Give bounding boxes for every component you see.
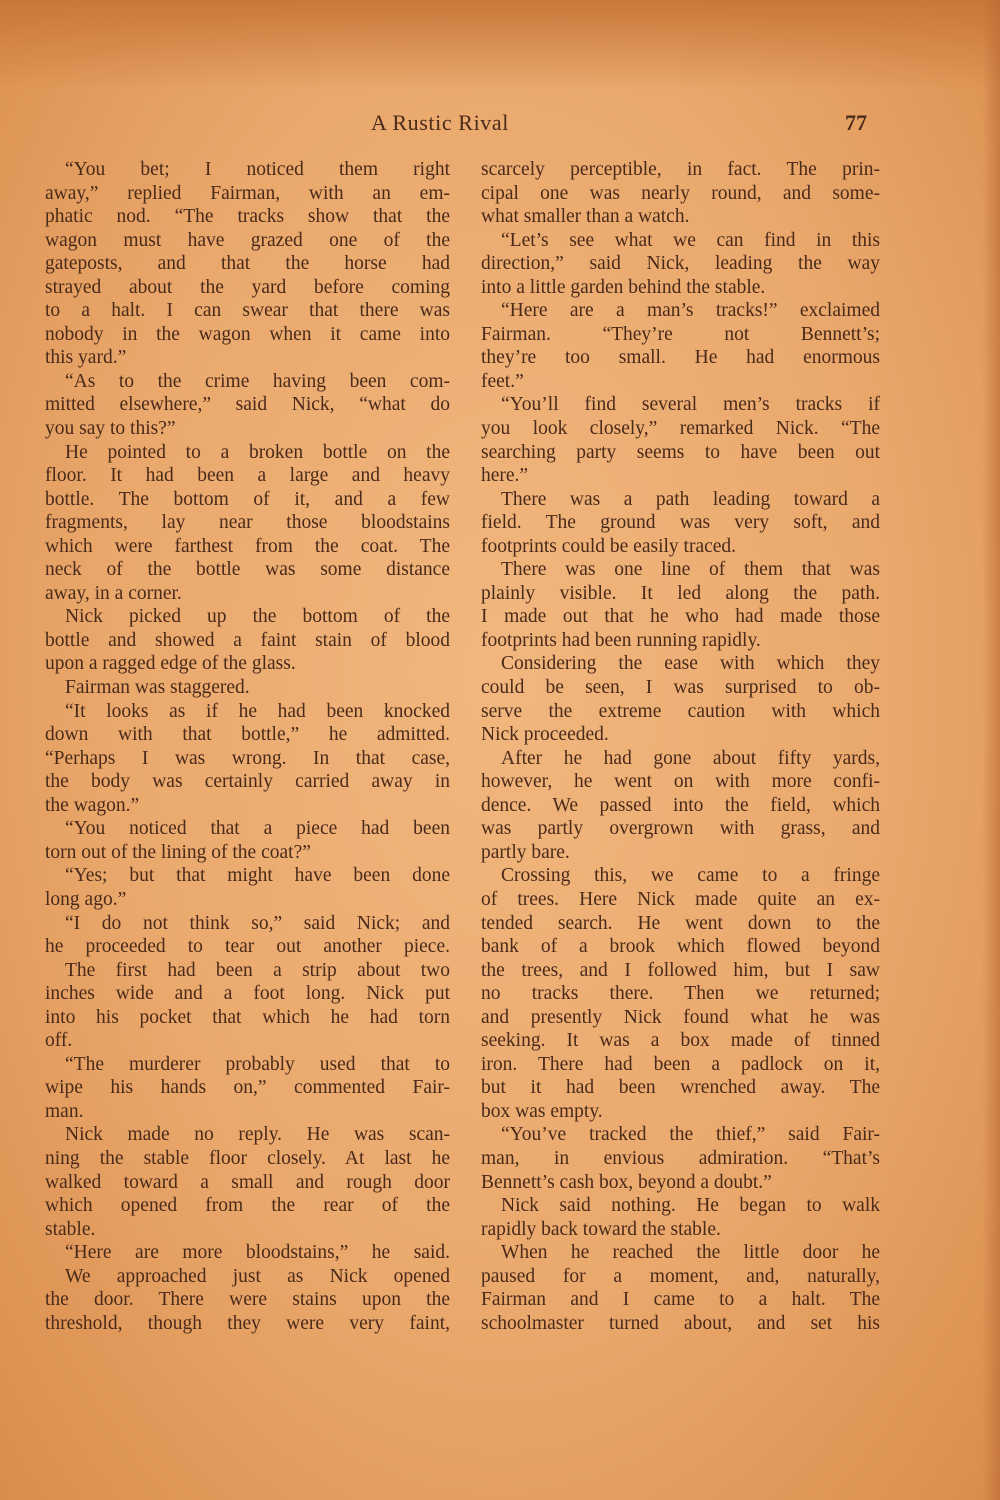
text-line: here.” [481, 465, 529, 487]
text-line: partly bare. [481, 841, 570, 863]
text-line: threshold, though they were very faint, [45, 1312, 450, 1334]
text-line: you say to this?” [45, 418, 176, 440]
page-top-shading [0, 0, 1000, 90]
text-line: into a little garden behind the stable. [481, 276, 766, 298]
text-line: walked toward a small and rough door [45, 1171, 450, 1193]
text-line: “You noticed that a piece had been [65, 818, 450, 840]
right-text-column [481, 158, 880, 1335]
text-line: Fairman was staggered. [65, 677, 250, 699]
text-line: iron. There had been a padlock on it, [481, 1053, 880, 1075]
text-line: searching party seems to have been out [481, 441, 880, 463]
text-line: long ago.” [45, 888, 127, 910]
text-line: was partly overgrown with grass, and [481, 818, 880, 840]
text-line: dence. We passed into the field, which [481, 794, 880, 816]
text-line: scarcely perceptible, in fact. The prin- [481, 159, 880, 180]
text-line: he proceeded to tear out another piece. [45, 936, 450, 958]
text-line: There was a path leading toward a [501, 488, 880, 510]
text-line: off. [45, 1030, 73, 1052]
text-line: “You bet; I noticed them right [65, 159, 450, 180]
page-number: 77 [845, 110, 867, 135]
text-line: the body was certainly carried away in [45, 771, 450, 793]
text-line: nobody in the wagon when it came into [45, 323, 450, 345]
text-line: strayed about the yard before coming [45, 276, 450, 298]
text-line: stable. [45, 1218, 96, 1240]
text-line: ning the stable floor closely. At last he [45, 1147, 450, 1169]
text-line: field. The ground was very soft, and [481, 512, 880, 534]
text-line: down with that bottle,” he admitted. [45, 724, 450, 746]
text-line: feet.” [481, 370, 524, 392]
text-line: schoolmaster turned about, and set his [481, 1312, 880, 1334]
text-line: floor. It had been a large and heavy [45, 465, 450, 487]
text-line: seeking. It was a box made of tinned [481, 1030, 880, 1052]
text-line: “Yes; but that might have been done [65, 865, 450, 887]
page-header [0, 110, 1000, 142]
text-line: We approached just as Nick opened [65, 1265, 450, 1287]
text-line: but it had been wrenched away. The [481, 1077, 880, 1099]
text-line: they’re too small. He had enormous [481, 347, 880, 369]
text-line: Nick proceeded. [481, 724, 609, 746]
text-line: fragments, lay near those bloodstains [45, 512, 450, 534]
text-line: man, in envious admiration. “That’s [481, 1147, 880, 1169]
text-line: box was empty. [481, 1100, 603, 1122]
text-line: could be seen, I was surprised to ob- [481, 677, 880, 699]
text-line: “Perhaps I was wrong. In that case, [45, 747, 450, 769]
text-line: “As to the crime having been com- [65, 370, 450, 392]
text-line: tended search. He went down to the [481, 912, 880, 934]
text-line: what smaller than a watch. [481, 206, 690, 228]
text-line: He pointed to a broken bottle on the [65, 441, 450, 463]
text-line: however, he went on with more confi- [481, 771, 880, 793]
text-line: “You’ve tracked the thief,” said Fair- [501, 1124, 880, 1146]
text-line: “The murderer probably used that to [65, 1053, 450, 1075]
text-line: When he reached the little door he [501, 1242, 880, 1264]
text-line: Bennett’s cash box, beyond a doubt.” [481, 1171, 772, 1193]
text-line: Crossing this, we came to a fringe [501, 865, 880, 887]
text-line: After he had gone about fifty yards, [501, 747, 880, 769]
text-line: “You’ll find several men’s tracks if [501, 394, 880, 416]
text-line: rapidly back toward the stable. [481, 1218, 721, 1240]
text-line: gateposts, and that the horse had [45, 253, 450, 275]
page-right-edge [982, 0, 1000, 1500]
text-line: “It looks as if he had been knocked [65, 700, 450, 722]
text-line: of trees. Here Nick made quite an ex- [481, 888, 880, 910]
text-line: cipal one was nearly round, and some- [481, 182, 880, 204]
text-line: to a halt. I can swear that there was [45, 300, 450, 322]
left-text-column [45, 158, 450, 1335]
text-line: the wagon.” [45, 794, 140, 816]
text-line: wipe his hands on,” commented Fair- [45, 1077, 450, 1099]
text-line: The first had been a strip about two [65, 959, 450, 981]
text-line: Nick made no reply. He was scan- [65, 1124, 450, 1146]
text-line: upon a ragged edge of the glass. [45, 653, 296, 675]
text-line: you look closely,” remarked Nick. “The [481, 418, 880, 440]
text-line: inches wide and a foot long. Nick put [45, 983, 450, 1005]
text-line: direction,” said Nick, leading the way [481, 253, 880, 275]
text-line: “Here are more bloodstains,” he said. [65, 1242, 450, 1264]
text-line: plainly visible. It led along the path. [481, 582, 880, 604]
text-line: footprints could be easily traced. [481, 535, 737, 557]
text-line: phatic nod. “The tracks show that the [45, 206, 450, 228]
text-line: I made out that he who had made those [481, 606, 880, 628]
text-line: “Let’s see what we can find in this [501, 229, 880, 251]
text-line: paused for a moment, and, naturally, [481, 1265, 880, 1287]
text-line: away,” replied Fairman, with an em- [45, 182, 450, 204]
text-line: bank of a brook which flowed beyond [481, 936, 880, 958]
text-line: footprints had been running rapidly. [481, 629, 761, 651]
text-line: which opened from the rear of the [45, 1195, 450, 1217]
text-line: Fairman. “They’re not Bennett’s; [481, 323, 880, 345]
running-title: A Rustic Rival [371, 110, 509, 135]
text-line: “Here are a man’s tracks!” exclaimed [501, 300, 880, 322]
text-line: Considering the ease with which they [501, 653, 880, 675]
text-line: Nick picked up the bottom of the [65, 606, 450, 628]
text-line: neck of the bottle was some distance [45, 559, 450, 581]
text-line: Nick said nothing. He began to walk [501, 1195, 880, 1217]
text-line: into his pocket that which he had torn [45, 1006, 450, 1028]
text-line: bottle and showed a faint stain of blood [45, 629, 450, 651]
text-line: the door. There were stains upon the [45, 1289, 450, 1311]
text-line: wagon must have grazed one of the [45, 229, 450, 251]
text-line: bottle. The bottom of it, and a few [45, 488, 450, 510]
text-line: mitted elsewhere,” said Nick, “what do [45, 394, 450, 416]
text-line: this yard.” [45, 347, 127, 369]
text-line: away, in a corner. [45, 582, 182, 604]
text-line: and presently Nick found what he was [481, 1006, 880, 1028]
text-line: There was one line of them that was [501, 559, 880, 581]
text-line: “I do not think so,” said Nick; and [65, 912, 450, 934]
text-line: which were farthest from the coat. The [45, 535, 450, 557]
text-line: Fairman and I came to a halt. The [481, 1289, 880, 1311]
text-line: torn out of the lining of the coat?” [45, 841, 311, 863]
text-line: the trees, and I followed him, but I saw [481, 959, 880, 981]
text-line: no tracks there. Then we returned; [481, 983, 880, 1005]
text-line: man. [45, 1100, 84, 1122]
text-line: serve the extreme caution with which [481, 700, 880, 722]
